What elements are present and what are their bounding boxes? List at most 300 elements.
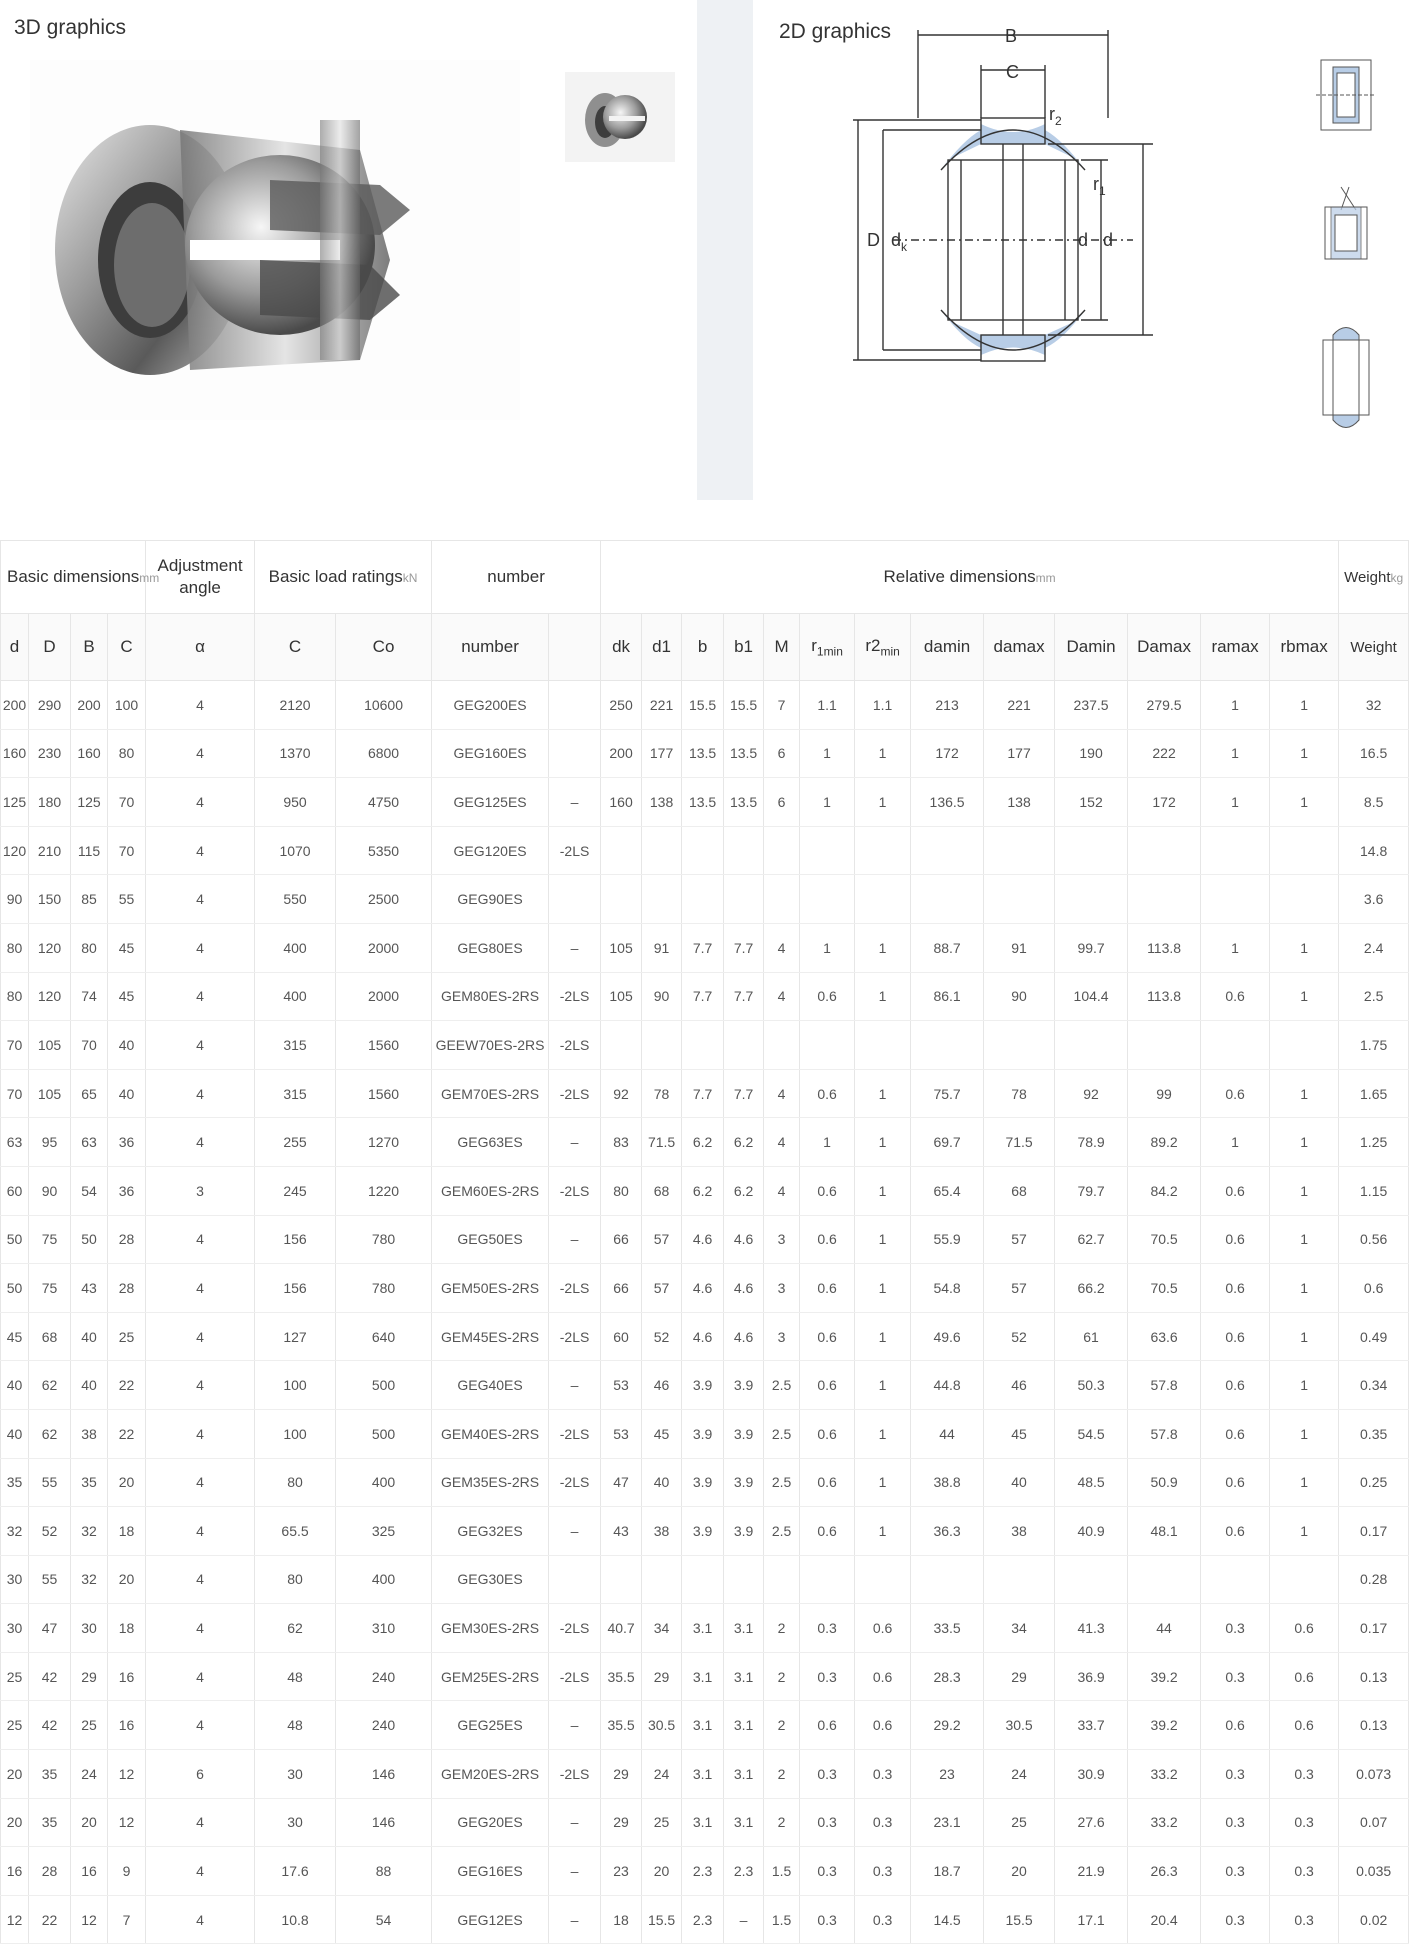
table-cell: 2.4 (1339, 923, 1409, 972)
table-cell: 62 (255, 1604, 336, 1653)
table-cell: 0.3 (1270, 1895, 1339, 1944)
table-cell: 14.8 (1339, 826, 1409, 875)
table-cell: 1 (800, 1118, 855, 1167)
table-cell: 74 (71, 972, 108, 1021)
table-cell: – (549, 1361, 601, 1410)
table-cell: 146 (336, 1750, 432, 1799)
table-cell: 27.6 (1055, 1798, 1128, 1847)
table-cell: 29 (601, 1750, 642, 1799)
table-cell: 79.7 (1055, 1166, 1128, 1215)
table-cell: 57.8 (1128, 1361, 1201, 1410)
table-cell: 7.7 (724, 972, 764, 1021)
table-cell: – (549, 1847, 601, 1896)
table-cell: 105 (29, 1069, 71, 1118)
table-cell: 92 (1055, 1069, 1128, 1118)
table-cell: 4.6 (724, 1215, 764, 1264)
table-cell: 190 (1055, 729, 1128, 778)
table-cell: 78 (642, 1069, 682, 1118)
table-cell (984, 875, 1055, 924)
table-cell: 92 (601, 1069, 642, 1118)
table-cell: 127 (255, 1312, 336, 1361)
table-cell: 29 (642, 1652, 682, 1701)
table-cell: 35 (71, 1458, 108, 1507)
table-cell[interactable]: GEG30ES (432, 1555, 549, 1604)
table-cell: 85 (71, 875, 108, 924)
table-cell: 3.9 (724, 1507, 764, 1556)
table-cell[interactable]: GEM70ES-2RS (432, 1069, 549, 1118)
table-cell (724, 826, 764, 875)
table-row (1, 1458, 1409, 1507)
table-cell: 4 (146, 1118, 255, 1167)
table-cell: 3 (764, 1215, 800, 1264)
table-cell: 500 (336, 1409, 432, 1458)
table-cell[interactable]: GEG25ES (432, 1701, 549, 1750)
table-cell: 7.7 (724, 1069, 764, 1118)
table-cell: 0.17 (1339, 1507, 1409, 1556)
table-cell: 29 (601, 1798, 642, 1847)
table-cell: 6 (146, 1750, 255, 1799)
table-cell: 80 (108, 729, 146, 778)
table-cell: 45 (984, 1409, 1055, 1458)
table-cell: 80 (255, 1458, 336, 1507)
table-row (1, 1555, 1409, 1604)
table-cell: -2LS (549, 1312, 601, 1361)
table-cell: 0.3 (800, 1895, 855, 1944)
panel-title-2d: 2D graphics (779, 20, 892, 43)
table-cell[interactable]: GEG20ES (432, 1798, 549, 1847)
table-cell: 69.7 (911, 1118, 984, 1167)
table-cell[interactable]: GEM20ES-2RS (432, 1750, 549, 1799)
table-cell: 780 (336, 1215, 432, 1264)
col-r1min: $r_{1min}$ (800, 614, 855, 681)
table-cell[interactable]: GEG200ES (432, 681, 549, 730)
table-cell: 1 (1270, 1215, 1339, 1264)
table-cell: – (549, 1895, 601, 1944)
table-cell (855, 875, 911, 924)
table-cell: 18 (108, 1507, 146, 1556)
table-cell: 1560 (336, 1021, 432, 1070)
table-cell: 1 (1201, 681, 1270, 730)
table-cell: 0.3 (800, 1798, 855, 1847)
table-cell: 4 (146, 1798, 255, 1847)
table-cell: 14.5 (911, 1895, 984, 1944)
table-cell: -2LS (549, 1166, 601, 1215)
table-cell: 3.9 (682, 1507, 724, 1556)
table-cell (642, 875, 682, 924)
table-cell: 5350 (336, 826, 432, 875)
table-column-header-row (1, 614, 1409, 681)
table-cell: 4750 (336, 778, 432, 827)
table-row (1, 1069, 1409, 1118)
table-cell: 25 (108, 1312, 146, 1361)
table-cell: 0.6 (800, 972, 855, 1021)
table-cell: 35.5 (601, 1652, 642, 1701)
table-cell: 70 (71, 1021, 108, 1070)
table-cell: 0.28 (1339, 1555, 1409, 1604)
table-cell: 3.1 (682, 1798, 724, 1847)
table-cell: -2LS (549, 1750, 601, 1799)
bearing-spec-table (0, 540, 1409, 1944)
table-cell: 1 (800, 923, 855, 972)
table-cell: 20 (984, 1847, 1055, 1896)
table-cell: 0.3 (1201, 1604, 1270, 1653)
table-cell: 2 (764, 1750, 800, 1799)
table-cell: 66 (601, 1264, 642, 1313)
table-cell: 160 (71, 729, 108, 778)
table-cell: 6 (764, 729, 800, 778)
table-cell: 1 (1201, 729, 1270, 778)
table-cell: 36 (108, 1166, 146, 1215)
table-cell: 24 (642, 1750, 682, 1799)
table-cell: 12 (71, 1895, 108, 1944)
table-cell: 1270 (336, 1118, 432, 1167)
table-cell: 0.3 (800, 1847, 855, 1896)
table-cell: 125 (1, 778, 29, 827)
table-cell: – (549, 1118, 601, 1167)
table-cell: 2.3 (682, 1895, 724, 1944)
table-cell: 80 (601, 1166, 642, 1215)
table-cell: 65.4 (911, 1166, 984, 1215)
col-number: number (432, 614, 549, 681)
table-cell: 48.5 (1055, 1458, 1128, 1507)
table-cell: 52 (984, 1312, 1055, 1361)
table-cell: 25 (1, 1701, 29, 1750)
table-cell (1128, 1021, 1201, 1070)
table-cell[interactable]: GEG120ES (432, 826, 549, 875)
table-row (1, 1847, 1409, 1896)
table-cell: 55 (29, 1555, 71, 1604)
table-cell[interactable]: GEG40ES (432, 1361, 549, 1410)
table-cell: 4 (146, 972, 255, 1021)
table-cell: 0.6 (800, 1409, 855, 1458)
table-cell: 105 (601, 972, 642, 1021)
table-cell: 12 (108, 1750, 146, 1799)
table-cell: -2LS (549, 1604, 601, 1653)
table-cell: 50 (1, 1264, 29, 1313)
table-cell: 55 (108, 875, 146, 924)
table-cell: -2LS (549, 1652, 601, 1701)
table-cell: 279.5 (1128, 681, 1201, 730)
table-cell: 91 (642, 923, 682, 972)
table-cell: 20 (108, 1555, 146, 1604)
table-cell (601, 826, 642, 875)
table-cell (642, 826, 682, 875)
table-cell[interactable]: GEM60ES-2RS (432, 1166, 549, 1215)
table-cell[interactable]: GEM25ES-2RS (432, 1652, 549, 1701)
table-cell: 2.3 (724, 1847, 764, 1896)
table-cell: 3.1 (682, 1604, 724, 1653)
table-cell: – (549, 1507, 601, 1556)
table-cell[interactable]: GEG90ES (432, 875, 549, 924)
table-cell[interactable]: GEM40ES-2RS (432, 1409, 549, 1458)
table-cell: 0.13 (1339, 1652, 1409, 1701)
table-cell (1128, 875, 1201, 924)
table-cell: 83 (601, 1118, 642, 1167)
table-cell: 100 (255, 1409, 336, 1458)
table-cell: 80 (255, 1555, 336, 1604)
table-cell[interactable]: GEG16ES (432, 1847, 549, 1896)
table-cell: 57.8 (1128, 1409, 1201, 1458)
table-cell: 20 (1, 1798, 29, 1847)
table-cell[interactable]: GEM45ES-2RS (432, 1312, 549, 1361)
table-cell: 120 (29, 972, 71, 1021)
table-cell: 4 (764, 1069, 800, 1118)
table-cell[interactable]: GEG80ES (432, 923, 549, 972)
table-cell[interactable]: GEM50ES-2RS (432, 1264, 549, 1313)
table-cell: 68 (642, 1166, 682, 1215)
table-cell: 400 (255, 972, 336, 1021)
table-cell (1201, 875, 1270, 924)
table-row (1, 1264, 1409, 1313)
table-cell: 62 (29, 1409, 71, 1458)
table-cell: 152 (1055, 778, 1128, 827)
table-cell: 150 (29, 875, 71, 924)
table-cell: 1 (855, 778, 911, 827)
table-cell: 1 (1270, 1458, 1339, 1507)
table-cell: 3 (764, 1264, 800, 1313)
table-cell: 43 (71, 1264, 108, 1313)
table-cell: 16 (71, 1847, 108, 1896)
table-cell: 30 (255, 1750, 336, 1799)
col-d1: d1 (642, 614, 682, 681)
table-cell (724, 1021, 764, 1070)
table-row (1, 681, 1409, 730)
table-cell: – (549, 1215, 601, 1264)
table-cell: 24 (71, 1750, 108, 1799)
table-cell: – (549, 1798, 601, 1847)
table-cell: 500 (336, 1361, 432, 1410)
table-cell (911, 826, 984, 875)
table-cell: 0.6 (1270, 1701, 1339, 1750)
table-cell: 65 (71, 1069, 108, 1118)
table-cell: 53 (601, 1361, 642, 1410)
table-cell: 0.34 (1339, 1361, 1409, 1410)
table-cell: 36 (108, 1118, 146, 1167)
table-cell: 63.6 (1128, 1312, 1201, 1361)
table-cell: 75 (29, 1264, 71, 1313)
table-cell (682, 1021, 724, 1070)
table-cell: 3.1 (724, 1652, 764, 1701)
table-cell: 1.15 (1339, 1166, 1409, 1215)
table-cell: 0.6 (1201, 1409, 1270, 1458)
table-cell[interactable]: GEM35ES-2RS (432, 1458, 549, 1507)
table-cell: 4 (146, 778, 255, 827)
table-cell[interactable]: GEM30ES-2RS (432, 1604, 549, 1653)
dim-label-r2: $r_2$ (1049, 104, 1062, 128)
table-cell: 0.07 (1339, 1798, 1409, 1847)
table-cell: 1.1 (855, 681, 911, 730)
table-cell: 4 (146, 1507, 255, 1556)
table-cell: 4 (764, 972, 800, 1021)
table-cell: 20 (1, 1750, 29, 1799)
table-cell: 40 (71, 1312, 108, 1361)
panel-2d-graphics (753, 0, 1409, 500)
table-cell: 30.5 (984, 1701, 1055, 1750)
table-cell: 400 (255, 923, 336, 972)
table-cell: 1 (855, 1215, 911, 1264)
table-cell: 63 (71, 1118, 108, 1167)
table-cell: 40 (108, 1069, 146, 1118)
table-row (1, 1118, 1409, 1167)
table-cell: 156 (255, 1215, 336, 1264)
table-cell: 1 (855, 1409, 911, 1458)
table-cell: 0.3 (1201, 1652, 1270, 1701)
table-cell: 1 (855, 1069, 911, 1118)
table-cell: 12 (1, 1895, 29, 1944)
table-cell: 4 (146, 923, 255, 972)
table-cell: 53 (601, 1409, 642, 1458)
table-cell: 200 (601, 729, 642, 778)
table-row (1, 1312, 1409, 1361)
table-cell: 172 (1128, 778, 1201, 827)
table-cell: 221 (642, 681, 682, 730)
table-row (1, 1750, 1409, 1799)
table-cell[interactable]: GEG32ES (432, 1507, 549, 1556)
table-cell: -2LS (549, 826, 601, 875)
table-cell: 42 (29, 1701, 71, 1750)
table-cell: 1070 (255, 826, 336, 875)
table-cell: 40 (71, 1361, 108, 1410)
bearing-3d-thumbnail[interactable] (565, 72, 675, 162)
col-damax: damax (984, 614, 1055, 681)
table-cell: 44 (911, 1409, 984, 1458)
table-cell: 38 (71, 1409, 108, 1458)
table-cell: 89.2 (1128, 1118, 1201, 1167)
table-cell: 0.6 (800, 1458, 855, 1507)
table-cell[interactable]: GEM80ES-2RS (432, 972, 549, 1021)
table-cell: 4 (146, 1264, 255, 1313)
table-cell[interactable]: GEG125ES (432, 778, 549, 827)
table-cell: 1.5 (764, 1895, 800, 1944)
table-cell (1270, 875, 1339, 924)
table-cell: 47 (601, 1458, 642, 1507)
table-cell: 7.7 (682, 1069, 724, 1118)
table-row (1, 826, 1409, 875)
dim-label-d-outer: d (1103, 230, 1114, 250)
drawing-thumbnail-2[interactable] (1311, 185, 1381, 265)
table-cell: 48.1 (1128, 1507, 1201, 1556)
table-cell: 7.7 (724, 923, 764, 972)
table-cell: 0.6 (1201, 1215, 1270, 1264)
table-row (1, 1652, 1409, 1701)
table-cell: 0.6 (1201, 1166, 1270, 1215)
table-cell: 200 (1, 681, 29, 730)
table-cell: 2000 (336, 923, 432, 972)
table-cell: 0.6 (1201, 1069, 1270, 1118)
table-cell: 4.6 (682, 1312, 724, 1361)
table-cell: 1220 (336, 1166, 432, 1215)
table-cell: 3.6 (1339, 875, 1409, 924)
table-cell: 12 (108, 1798, 146, 1847)
table-cell[interactable]: GEG50ES (432, 1215, 549, 1264)
table-cell (1055, 1555, 1128, 1604)
table-cell: 1.75 (1339, 1021, 1409, 1070)
table-cell: 30 (255, 1798, 336, 1847)
table-cell: 50.3 (1055, 1361, 1128, 1410)
drawing-thumbnail-3[interactable] (1311, 320, 1381, 435)
table-cell: 60 (1, 1166, 29, 1215)
table-cell: 26.3 (1128, 1847, 1201, 1896)
table-cell (800, 875, 855, 924)
table-cell: 20 (108, 1458, 146, 1507)
table-cell: -2LS (549, 1458, 601, 1507)
table-cell: 0.6 (1201, 1507, 1270, 1556)
table-cell: 1 (855, 1361, 911, 1410)
table-row (1, 923, 1409, 972)
col-B: B (71, 614, 108, 681)
table-cell: 43 (601, 1507, 642, 1556)
table-cell[interactable]: GEG63ES (432, 1118, 549, 1167)
table-cell: -2LS (549, 1264, 601, 1313)
table-cell: 2 (764, 1604, 800, 1653)
col-D: D (29, 614, 71, 681)
table-cell: 16 (108, 1701, 146, 1750)
table-cell (911, 1021, 984, 1070)
table-cell (601, 875, 642, 924)
table-cell: 115 (71, 826, 108, 875)
table-cell: 60 (601, 1312, 642, 1361)
table-cell: 400 (336, 1458, 432, 1507)
table-cell: 0.6 (800, 1166, 855, 1215)
table-row (1, 1166, 1409, 1215)
table-cell: 22 (108, 1409, 146, 1458)
table-cell: 0.3 (1201, 1750, 1270, 1799)
table-cell: 1 (1201, 778, 1270, 827)
table-cell: 75.7 (911, 1069, 984, 1118)
drawing-thumbnail-1[interactable] (1311, 55, 1381, 135)
table-cell: 88.7 (911, 923, 984, 972)
table-cell: 28 (29, 1847, 71, 1896)
table-cell: 2 (764, 1798, 800, 1847)
table-cell: 1 (855, 1118, 911, 1167)
table-cell (764, 1021, 800, 1070)
table-cell: 28 (108, 1264, 146, 1313)
table-cell: 32 (71, 1555, 108, 1604)
table-cell: 4 (146, 1895, 255, 1944)
table-cell: 29.2 (911, 1701, 984, 1750)
table-cell (855, 1555, 911, 1604)
table-cell: 2 (764, 1701, 800, 1750)
table-cell: 54.5 (1055, 1409, 1128, 1458)
table-cell: 4 (146, 1701, 255, 1750)
table-cell: 70.5 (1128, 1215, 1201, 1264)
table-cell: 25 (1, 1652, 29, 1701)
table-cell: 35 (29, 1750, 71, 1799)
table-cell: 0.56 (1339, 1215, 1409, 1264)
table-cell: 4 (146, 1069, 255, 1118)
table-cell: – (549, 923, 601, 972)
table-row (1, 1604, 1409, 1653)
table-cell: 65.5 (255, 1507, 336, 1556)
table-cell: 20.4 (1128, 1895, 1201, 1944)
table-cell: 34 (984, 1604, 1055, 1653)
table-cell: 13.5 (724, 778, 764, 827)
table-cell: 0.6 (800, 1507, 855, 1556)
col-seal (549, 614, 601, 681)
table-cell: 315 (255, 1021, 336, 1070)
table-cell[interactable]: GEG12ES (432, 1895, 549, 1944)
table-cell: 1 (855, 1312, 911, 1361)
table-cell[interactable]: GEG160ES (432, 729, 549, 778)
table-cell: 25 (71, 1701, 108, 1750)
table-cell: 62.7 (1055, 1215, 1128, 1264)
table-cell: 4.6 (724, 1312, 764, 1361)
table-group-header-row (1, 541, 1409, 614)
table-cell[interactable]: GEEW70ES-2RS (432, 1021, 549, 1070)
table-cell: 3.1 (682, 1750, 724, 1799)
table-cell: 0.02 (1339, 1895, 1409, 1944)
table-cell: 1 (1270, 1409, 1339, 1458)
